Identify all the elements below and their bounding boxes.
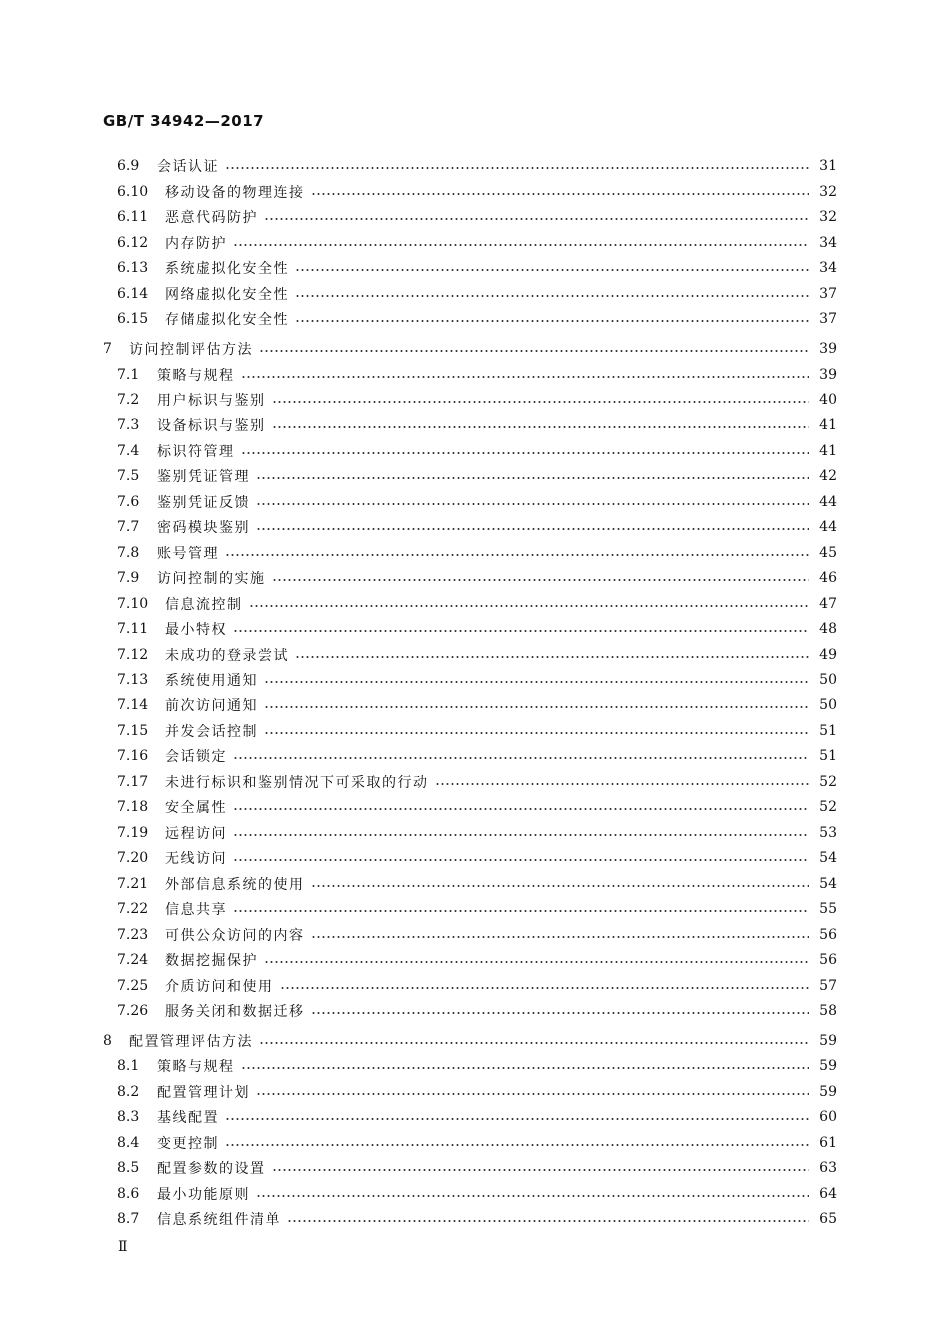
- toc-entry-number: 7.7: [117, 519, 140, 535]
- toc-entry[interactable]: [117, 1183, 837, 1205]
- toc-entry-title: 网络虚拟化安全性: [165, 287, 289, 303]
- toc-entry[interactable]: [117, 465, 837, 487]
- toc-entry-title: 密码模块鉴别: [157, 520, 250, 536]
- toc-entry-page: 42: [819, 468, 837, 484]
- toc-entry-number: 6.15: [117, 311, 149, 327]
- toc-entry-number: 7.2: [117, 392, 140, 408]
- toc-entry-title: 最小特权: [165, 622, 227, 638]
- toc-entry-number: 7.3: [117, 417, 140, 433]
- toc-entry[interactable]: [117, 847, 837, 869]
- toc-entry[interactable]: [117, 822, 837, 844]
- toc-entry-title: 未成功的登录尝试: [165, 648, 289, 664]
- toc-entry-title: 鉴别凭证反馈: [157, 495, 250, 511]
- toc-entry-title: 介质访问和使用: [165, 979, 274, 995]
- toc-entry-title: 策略与规程: [157, 368, 235, 384]
- toc-entry[interactable]: [117, 364, 837, 386]
- toc-entry[interactable]: [117, 924, 837, 946]
- toc-entry-number: 8.2: [117, 1084, 140, 1100]
- dot-leader: [241, 1067, 810, 1069]
- toc-entry[interactable]: [117, 720, 837, 742]
- toc-entry-page: 40: [819, 392, 837, 408]
- toc-entry[interactable]: [117, 542, 837, 564]
- toc-entry-title: 配置管理计划: [157, 1085, 250, 1101]
- toc-entry-page: 39: [819, 341, 837, 357]
- toc-entry-page: 44: [819, 494, 837, 510]
- toc-entry[interactable]: [117, 1208, 837, 1230]
- toc-entry-page: 50: [819, 672, 837, 688]
- dot-leader: [295, 269, 809, 271]
- toc-entry-number: 8: [103, 1033, 112, 1049]
- toc-entry-title: 外部信息系统的使用: [165, 877, 305, 893]
- dot-leader: [256, 1195, 809, 1197]
- dot-leader: [311, 936, 810, 938]
- toc-entry[interactable]: [117, 491, 837, 513]
- toc-entry-number: 7.22: [117, 901, 149, 917]
- toc-entry[interactable]: [117, 644, 837, 666]
- toc-entry-title: 配置参数的设置: [157, 1161, 266, 1177]
- dot-leader: [256, 503, 809, 505]
- toc-entry-title: 信息共享: [165, 902, 227, 918]
- toc-entry-number: 7.9: [117, 570, 140, 586]
- dot-leader: [259, 1042, 809, 1044]
- toc-entry-title: 鉴别凭证管理: [157, 469, 250, 485]
- toc-entry-page: 59: [819, 1033, 837, 1049]
- toc-entry-page: 45: [819, 545, 837, 561]
- dot-leader: [264, 218, 809, 220]
- toc-entry-number: 8.1: [117, 1058, 140, 1074]
- toc-entry-title: 恶意代码防护: [165, 210, 258, 226]
- toc-entry-page: 50: [819, 697, 837, 713]
- toc-entry[interactable]: [117, 1157, 837, 1179]
- toc-entry[interactable]: [117, 593, 837, 615]
- toc-entry-title: 标识符管理: [157, 444, 235, 460]
- toc-entry-title: 安全属性: [165, 800, 227, 816]
- dot-leader: [311, 193, 810, 195]
- dot-leader: [256, 477, 809, 479]
- toc-entry-title: 内存防护: [165, 236, 227, 252]
- toc-entry[interactable]: [117, 567, 837, 589]
- toc-entry[interactable]: [117, 257, 837, 279]
- toc-entry[interactable]: [117, 1000, 837, 1022]
- dot-leader: [233, 244, 809, 246]
- toc-entry-page: 34: [819, 260, 837, 276]
- toc-entry-title: 最小功能原则: [157, 1187, 250, 1203]
- dot-leader: [233, 757, 809, 759]
- toc-entry[interactable]: [117, 1055, 837, 1077]
- toc-entry-number: 7.17: [117, 774, 149, 790]
- toc-entry[interactable]: [117, 618, 837, 640]
- toc-entry[interactable]: [117, 1081, 837, 1103]
- toc-entry[interactable]: [117, 949, 837, 971]
- dot-leader: [256, 528, 809, 530]
- dot-leader: [264, 706, 809, 708]
- toc-entry-number: 6.9: [117, 158, 140, 174]
- toc-entry[interactable]: [117, 414, 837, 436]
- toc-entry-title: 基线配置: [157, 1110, 219, 1126]
- toc-entry-number: 7: [103, 341, 112, 357]
- toc-entry-number: 6.12: [117, 235, 149, 251]
- dot-leader: [249, 605, 810, 607]
- toc-entry-title: 账号管理: [157, 546, 219, 562]
- toc-entry-number: 7.20: [117, 850, 149, 866]
- toc-entry-page: 56: [819, 952, 837, 968]
- toc-entry-title: 前次访问通知: [165, 698, 258, 714]
- toc-entry[interactable]: [117, 873, 837, 895]
- toc-entry-number: 7.10: [117, 596, 149, 612]
- toc-entry[interactable]: [117, 745, 837, 767]
- toc-entry-number: 6.10: [117, 184, 149, 200]
- toc-entry-page: 32: [819, 184, 837, 200]
- toc-entry[interactable]: [117, 308, 837, 330]
- toc-entry-number: 7.14: [117, 697, 149, 713]
- toc-entry-title: 存储虚拟化安全性: [165, 312, 289, 328]
- dot-leader: [280, 987, 810, 989]
- toc-entry-number: 7.4: [117, 443, 140, 459]
- toc-entry-page: 49: [819, 647, 837, 663]
- toc-entry-number: 6.13: [117, 260, 149, 276]
- toc-entry[interactable]: [117, 898, 837, 920]
- toc-entry[interactable]: [117, 694, 837, 716]
- toc-entry-number: 7.13: [117, 672, 149, 688]
- toc-entry-title: 会话认证: [157, 159, 219, 175]
- toc-entry-page: 59: [819, 1058, 837, 1074]
- dot-leader: [311, 1012, 810, 1014]
- toc-entry-page: 39: [819, 367, 837, 383]
- toc-entry-page: 31: [819, 158, 837, 174]
- toc-entry-number: 7.8: [117, 545, 140, 561]
- toc-entry-page: 37: [819, 286, 837, 302]
- toc-entry-title: 系统使用通知: [165, 673, 258, 689]
- dot-leader: [233, 910, 809, 912]
- toc-entry-page: 34: [819, 235, 837, 251]
- toc-entry[interactable]: [117, 440, 837, 462]
- dot-leader: [295, 320, 809, 322]
- toc-entry-title: 远程访问: [165, 826, 227, 842]
- toc-entry-title: 设备标识与鉴别: [157, 418, 266, 434]
- toc-entry[interactable]: [117, 232, 837, 254]
- toc-entry-page: 46: [819, 570, 837, 586]
- toc-entry-title: 数据挖掘保护: [165, 953, 258, 969]
- dot-leader: [272, 579, 810, 581]
- toc-entry[interactable]: [103, 1030, 837, 1052]
- dot-leader: [241, 452, 810, 454]
- dot-leader: [287, 1220, 809, 1222]
- toc-entry-number: 8.4: [117, 1135, 140, 1151]
- toc-entry-number: 6.14: [117, 286, 149, 302]
- toc-entry-page: 54: [819, 850, 837, 866]
- toc-entry[interactable]: [117, 796, 837, 818]
- dot-leader: [225, 554, 809, 556]
- toc-entry-title: 无线访问: [165, 851, 227, 867]
- dot-leader: [233, 859, 809, 861]
- toc-entry-number: 7.16: [117, 748, 149, 764]
- dot-leader: [241, 376, 810, 378]
- toc-entry-page: 56: [819, 927, 837, 943]
- toc-entry-title: 用户标识与鉴别: [157, 393, 266, 409]
- dot-leader: [264, 681, 809, 683]
- dot-leader: [295, 656, 809, 658]
- page-number: Ⅱ: [118, 1239, 128, 1255]
- toc-entry[interactable]: [117, 155, 837, 177]
- dot-leader: [264, 961, 809, 963]
- dot-leader: [311, 885, 810, 887]
- toc-entry-page: 57: [819, 978, 837, 994]
- toc-entry-number: 8.6: [117, 1186, 140, 1202]
- dot-leader: [233, 808, 809, 810]
- toc-entry[interactable]: [117, 389, 837, 411]
- toc-entry-number: 7.6: [117, 494, 140, 510]
- toc-entry-title: 移动设备的物理连接: [165, 185, 305, 201]
- dot-leader: [264, 732, 809, 734]
- dot-leader: [256, 1093, 809, 1095]
- toc-entry-number: 7.26: [117, 1003, 149, 1019]
- toc-entry-number: 7.5: [117, 468, 140, 484]
- toc-entry-page: 32: [819, 209, 837, 225]
- toc-entry-number: 7.25: [117, 978, 149, 994]
- toc-entry-title: 并发会话控制: [165, 724, 258, 740]
- toc-entry-page: 59: [819, 1084, 837, 1100]
- toc-entry-number: 7.12: [117, 647, 149, 663]
- toc-entry-page: 60: [819, 1109, 837, 1125]
- toc-entry-title: 可供公众访问的内容: [165, 928, 305, 944]
- toc-entry-page: 64: [819, 1186, 837, 1202]
- toc-entry-number: 6.11: [117, 209, 149, 225]
- document-header: GB/T 34942—2017: [103, 112, 265, 130]
- toc-entry-page: 48: [819, 621, 837, 637]
- toc-entry-page: 61: [819, 1135, 837, 1151]
- dot-leader: [272, 1169, 810, 1171]
- dot-leader: [225, 1118, 809, 1120]
- dot-leader: [259, 350, 809, 352]
- toc-entry[interactable]: [117, 1132, 837, 1154]
- toc-entry[interactable]: [117, 771, 837, 793]
- toc-entry-page: 51: [819, 723, 837, 739]
- toc-entry-title: 会话锁定: [165, 749, 227, 765]
- toc-entry-title: 变更控制: [157, 1136, 219, 1152]
- toc-entry-number: 7.1: [117, 367, 140, 383]
- toc-entry-number: 8.5: [117, 1160, 140, 1176]
- toc-entry-page: 37: [819, 311, 837, 327]
- toc-entry-title: 系统虚拟化安全性: [165, 261, 289, 277]
- toc-entry-title: 未进行标识和鉴别情况下可采取的行动: [165, 775, 429, 791]
- toc-entry-page: 52: [819, 774, 837, 790]
- toc-entry-page: 41: [819, 417, 837, 433]
- toc-entry-page: 63: [819, 1160, 837, 1176]
- toc-entry-number: 8.7: [117, 1211, 140, 1227]
- toc-entry-page: 52: [819, 799, 837, 815]
- toc-entry-page: 55: [819, 901, 837, 917]
- dot-leader: [233, 630, 809, 632]
- dot-leader: [225, 167, 809, 169]
- toc-entry-page: 44: [819, 519, 837, 535]
- toc-entry-title: 信息系统组件清单: [157, 1212, 281, 1228]
- dot-leader: [233, 834, 809, 836]
- dot-leader: [435, 783, 810, 785]
- toc-entry-title: 配置管理评估方法: [129, 1034, 253, 1050]
- toc-entry[interactable]: [103, 338, 837, 360]
- toc-entry[interactable]: [117, 516, 837, 538]
- toc-entry-number: 7.21: [117, 876, 149, 892]
- dot-leader: [295, 295, 809, 297]
- toc-entry-title: 策略与规程: [157, 1059, 235, 1075]
- toc-entry[interactable]: [117, 669, 837, 691]
- toc-entry-page: 47: [819, 596, 837, 612]
- toc-entry[interactable]: [117, 975, 837, 997]
- toc-entry-number: 7.24: [117, 952, 149, 968]
- toc-entry-title: 信息流控制: [165, 597, 243, 613]
- toc-entry-page: 54: [819, 876, 837, 892]
- toc-entry-title: 访问控制评估方法: [129, 342, 253, 358]
- toc-entry[interactable]: [117, 1106, 837, 1128]
- toc-entry[interactable]: [117, 283, 837, 305]
- toc-entry[interactable]: [117, 181, 837, 203]
- toc-entry-page: 41: [819, 443, 837, 459]
- toc-entry-number: 7.11: [117, 621, 149, 637]
- toc-entry-number: 7.15: [117, 723, 149, 739]
- toc-entry[interactable]: [117, 206, 837, 228]
- dot-leader: [272, 401, 810, 403]
- toc-entry-number: 7.23: [117, 927, 149, 943]
- toc-entry-page: 58: [819, 1003, 837, 1019]
- toc-entry-page: 51: [819, 748, 837, 764]
- toc-entry-number: 7.18: [117, 799, 149, 815]
- toc-entry-number: 7.19: [117, 825, 149, 841]
- dot-leader: [272, 426, 810, 428]
- toc-entry-title: 访问控制的实施: [157, 571, 266, 587]
- toc-entry-page: 65: [819, 1211, 837, 1227]
- toc-entry-title: 服务关闭和数据迁移: [165, 1004, 305, 1020]
- toc-entry-page: 53: [819, 825, 837, 841]
- dot-leader: [225, 1144, 809, 1146]
- toc-entry-number: 8.3: [117, 1109, 140, 1125]
